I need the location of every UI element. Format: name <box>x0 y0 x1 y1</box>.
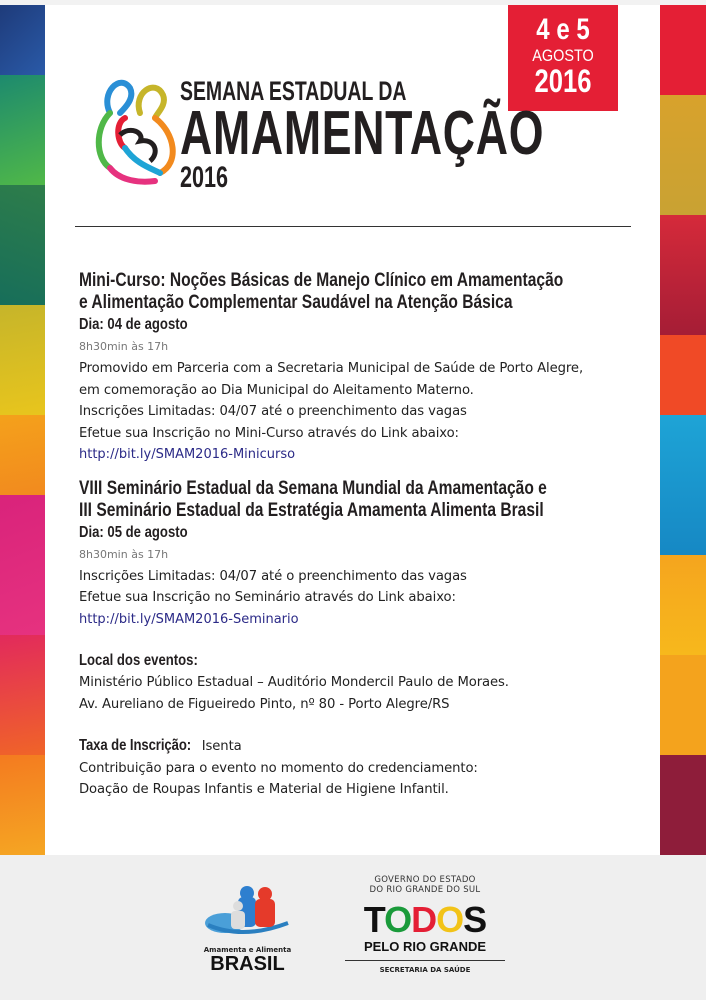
amamenta-alimenta-brasil-logo <box>200 885 295 974</box>
event-text: Efetue sua Inscrição no Mini-Curso através do Link abaixo: <box>79 425 459 441</box>
aab-tagline: Amamenta e Alimenta <box>203 946 292 954</box>
todos-letter: S <box>463 899 487 940</box>
event-time: 8h30min às 17h <box>79 340 169 353</box>
todos-letter: O <box>436 899 464 940</box>
aab-brasil: BRASIL <box>210 953 285 975</box>
location-text: Ministério Público Estadual – Auditório Mondercil Paulo de Moraes. <box>79 675 509 690</box>
event-day: Dia: 05 de agosto <box>79 523 188 541</box>
event-seminario <box>79 478 639 631</box>
event-text: Inscrições Limitadas: 04/07 até o preenchimento das vagas <box>79 404 467 419</box>
todos-letter: T <box>363 899 385 940</box>
todos-letter: O <box>384 899 412 940</box>
right-decorative-band <box>660 5 706 855</box>
brand-line-1: SEMANA ESTADUAL DA <box>180 76 407 106</box>
flyer-page <box>45 5 660 855</box>
event-title-line: III Seminário Estadual da Estratégia Amamenta Alimenta Brasil <box>79 499 544 521</box>
todos-wordmark <box>345 901 505 939</box>
brand-line-3: 2016 <box>180 161 229 194</box>
location-heading: Local dos eventos: <box>79 652 198 669</box>
date-month: AGOSTO <box>532 46 594 65</box>
footer <box>0 855 706 1000</box>
event-mini-curso <box>79 270 639 466</box>
event-text: Promovido em Parceria com a Secretaria Municipal de Saúde de Porto Alegre, <box>79 361 584 376</box>
governo-rs-logo <box>345 875 505 974</box>
gov-line-1: GOVERNO DO ESTADO <box>374 875 476 885</box>
pelo-rio-grande: PELO RIO GRANDE <box>363 939 487 954</box>
event-text: Efetue sua Inscrição no Seminário através do Link abaixo: <box>79 590 456 605</box>
event-time: 8h30min às 17h <box>79 547 169 561</box>
event-text: Inscrições Limitadas: 04/07 até o preenchimento das vagas <box>79 568 467 584</box>
family-spoon-icon <box>203 885 293 940</box>
divider <box>345 960 505 961</box>
date-year: 2016 <box>534 63 592 99</box>
location-section <box>79 650 639 715</box>
fee-value: Isenta <box>201 739 242 754</box>
secretaria-saude: SECRETARIA DA SAÚDE <box>379 966 471 974</box>
seminario-link[interactable]: http://bit.ly/SMAM2016-Seminario <box>79 611 299 627</box>
brand-line-2: AMAMENTAÇÃO <box>180 99 545 168</box>
fee-section <box>79 735 639 801</box>
event-title-line: e Alimentação Complementar Saudável na Atenção Básica <box>79 292 513 313</box>
gov-line-2: DO RIO GRANDE DO SUL <box>369 885 481 895</box>
event-text: em comemoração ao Dia Municipal do Aleitamento Materno. <box>79 382 474 398</box>
event-day: Dia: 04 de agosto <box>79 316 188 333</box>
event-title-line: Mini-Curso: Noções Básicas de Manejo Clínico em Amamentação <box>79 270 564 291</box>
date-days: 4 e 5 <box>536 13 590 46</box>
location-text: Av. Aureliano de Figueiredo Pinto, nº 80 - Porto Alegre/RS <box>79 696 450 712</box>
todos-letter: D <box>411 899 437 940</box>
fee-heading: Taxa de Inscrição: <box>79 737 192 754</box>
mother-baby-logo-icon <box>95 73 180 188</box>
fee-text: Contribuição para o evento no momento do credenciamento: <box>79 760 478 776</box>
event-title-line: VIII Seminário Estadual da Semana Mundial da Amamentação e <box>79 477 547 499</box>
fee-text: Doação de Roupas Infantis e Material de Higiene Infantil. <box>79 782 449 797</box>
minicurso-link[interactable]: http://bit.ly/SMAM2016-Minicurso <box>79 447 296 462</box>
event-brand-title <box>180 77 544 193</box>
left-decorative-band <box>0 5 45 855</box>
divider <box>75 226 631 227</box>
content <box>79 270 639 801</box>
